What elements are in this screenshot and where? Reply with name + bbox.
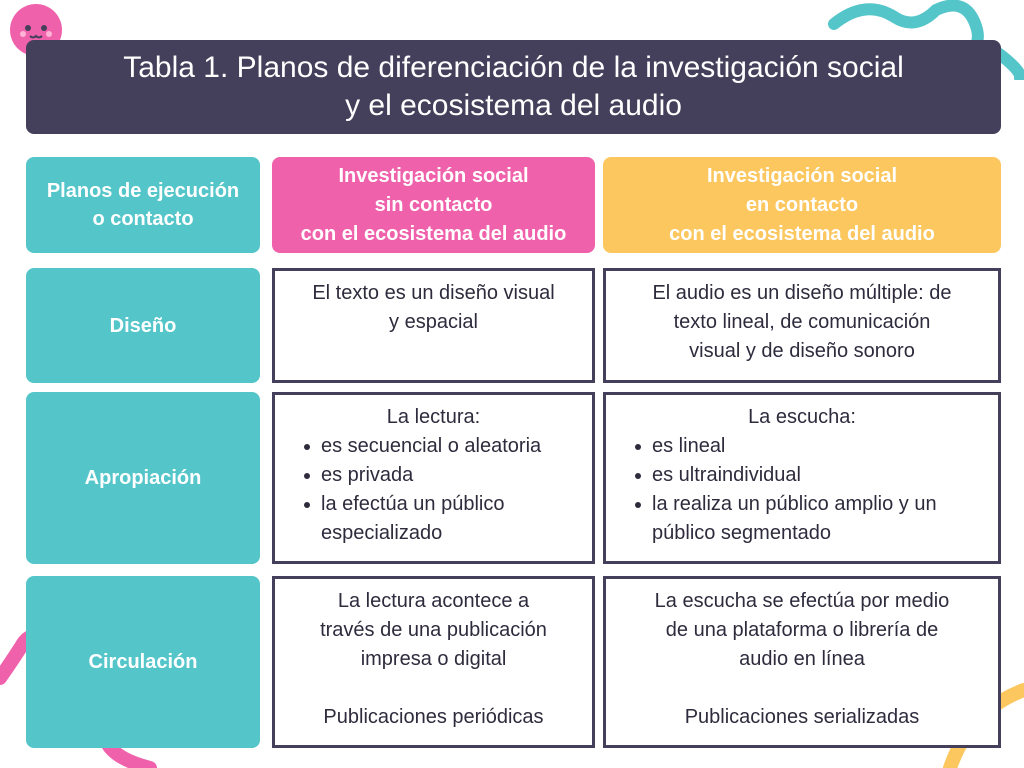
header-line: Investigación social xyxy=(706,164,898,187)
cell-diseno-sin-contacto xyxy=(272,268,595,383)
cell-line: impresa o digital xyxy=(360,648,507,670)
cell-circulacion-sin-contacto xyxy=(272,576,595,748)
cell-line: audio en línea xyxy=(739,648,865,670)
header-line: con el ecosistema del audio xyxy=(669,222,935,245)
cell-line: El audio es un diseño múltiple: de xyxy=(652,282,952,304)
cell-note: Publicaciones serializadas xyxy=(684,706,920,728)
cell-line: de una plataforma o librería de xyxy=(665,619,939,641)
cell-note: Publicaciones periódicas xyxy=(323,706,544,728)
header-planos-line: Planos de ejecución xyxy=(46,180,240,202)
list-item: es lineal xyxy=(652,432,998,461)
header-line: Investigación social xyxy=(338,164,529,187)
table-title-banner xyxy=(26,40,1001,134)
row-label-apropiacion xyxy=(26,392,260,564)
row-label-text: Apropiación xyxy=(84,467,202,489)
cell-intro: La lectura: xyxy=(386,406,481,428)
header-line: en contacto xyxy=(745,193,859,216)
header-line: sin contacto xyxy=(374,193,493,216)
list-item: es ultraindividual xyxy=(652,461,998,490)
title-line-1: Tabla 1. Planos de diferenciación de la investigación social xyxy=(123,51,904,84)
header-sin-contacto xyxy=(272,157,595,253)
list-item: es privada xyxy=(321,461,592,490)
cell-line: La escucha se efectúa por medio xyxy=(654,590,950,612)
header-planos xyxy=(26,157,260,253)
cell-apropiacion-sin-contacto xyxy=(272,392,595,564)
header-en-contacto xyxy=(603,157,1001,253)
list-item: la efectúa un público especializado xyxy=(321,490,592,548)
cell-apropiacion-en-contacto xyxy=(603,392,1001,564)
cell-line: El texto es un diseño visual xyxy=(312,282,555,304)
row-label-text: Circulación xyxy=(88,651,198,673)
title-line-2: y el ecosistema del audio xyxy=(345,89,682,122)
cell-line: La lectura acontece a xyxy=(337,590,530,612)
row-label-text: Diseño xyxy=(109,314,177,337)
row-label-circulacion xyxy=(26,576,260,748)
cell-line: través de una publicación xyxy=(320,619,547,641)
cell-line: visual y de diseño sonoro xyxy=(689,340,915,362)
header-planos-line: o contacto xyxy=(92,208,194,230)
cell-line: texto lineal, de comunicación xyxy=(673,311,931,333)
cell-diseno-en-contacto xyxy=(603,268,1001,383)
cell-line: y espacial xyxy=(389,311,478,333)
list-item: la realiza un público amplio y un público segmentado xyxy=(652,490,998,548)
header-line: con el ecosistema del audio xyxy=(300,222,567,245)
cell-circulacion-en-contacto xyxy=(603,576,1001,748)
list-item: es secuencial o aleatoria xyxy=(321,432,592,461)
bullet-list xyxy=(275,432,592,548)
cell-intro: La escucha: xyxy=(748,406,856,428)
row-label-diseno xyxy=(26,268,260,383)
bullet-list xyxy=(606,432,998,548)
